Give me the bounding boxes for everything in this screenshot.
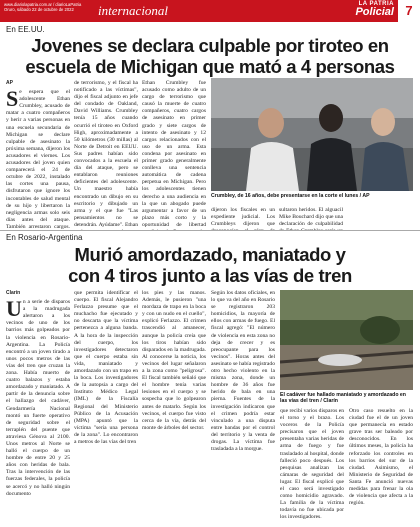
story1-column-5: sultaron heridos. El alguacil Mike Bouchard dijo que una declaración de culpabilidad <box>279 207 343 228</box>
story2-headline <box>0 244 420 286</box>
story2-column-5: que recibí varios disparos en el torso y el brazo. Los voceros de la Policía precisaron que el joven presentaba varias heridas de arma de fuego y fue trasladado al hospital, donde falleció poco después. Los pesquisas analizan las cámaras de seguridad del lugar. El fiscal explicó que el caso será investigado como homicidio agravado. La familia de la víctima todavía no fue ubicada por los investigadores. <box>280 408 344 521</box>
story2-column-4: Según los datos oficiales, en lo que va del año en Rosario se registraron 203 homicidios, la mayoría de ellos con armas de fuego. El fiscal agregó: "El número de violencia en esta zona no deja de crecer y es preocupante para los vecinos". Horas antes del asesinato se había registrado otro hecho violento en la misma zona, donde un hombre de 36 años fue herido de bala en una pierna. Fuentes de la investigación indicaron que el crimen podría estar vinculado a una disputa entre bandas por el control del territorio y la venta de drogas. La víctima fue trasladada a la morgue. <box>211 290 275 453</box>
brand-top: LA PATRIA <box>358 1 394 7</box>
story1-column-3: Ethan Crumbley fue acusado como adulto de un cargo de terrorismo que causó la muerte de cuatro compañeros, cuatro cargos de asesinato en primer grado y siete cargos de intento de asesinato y 12 cargos relacionados con el uso de un arma. Esta condena por asesinato en primer grado generalmente conlleva una sentencia automática de cadena perpetua en Michigan. Pero los adolescentes tienen derecho a una audiencia en la que un abogado puede argumentar a favor de un plazo más corto y la oportunidad de libertad <box>142 80 206 228</box>
page-number: 7 <box>398 0 420 22</box>
story2-photo-image <box>280 290 413 390</box>
header-meta <box>4 2 81 12</box>
story1-kicker: En EE.UU. <box>6 25 45 34</box>
story2-dropcap: U <box>6 296 22 322</box>
story-divider <box>0 230 420 231</box>
story1-column-1 <box>6 80 70 230</box>
story2-column-6: Otro caso resuelto en la ciudad fue el de un joven que permanecía en estado grave tras ser baleado por desconocidos. En los últimos meses, la policía ha reforzado los controles en los barrios del sur de la ciudad. Asimismo, el Ministerio de Seguridad de Santa Fe anunció nuevas medidas para frenar la ola de violencia que afecta a la región. <box>349 408 413 507</box>
story1-headline-line2: escuela de Michigan que mató a 4 personas <box>25 56 395 77</box>
section-title: internacional <box>98 3 169 18</box>
story1-photo-caption: Crumbley, de 16 años, debe presentarse en la corte el lunes / AP <box>211 193 370 199</box>
story1-col1-text: e espera que el adolescente Ethan Crumbley, acusado de matar a cuatro compañeros y herir a varias personas en una escuela secundaria de Michigan se declare culpable de asesinato la próxima semana, dijeron los acusadores el viernes. Los acusadores del joven quien comparecerá el 24 de octubre de 2022, instalado las cortes una pausa, disfrutaron que ignore los incontables de salud mental de su hijo y libertaron la negligencia armas solo seis días antes del ataque. También arrestaron cargos. <box>6 89 70 230</box>
story2-photo <box>280 290 413 390</box>
story2-headline-line2: con 4 tiros junto a las vías de tren <box>68 265 352 286</box>
header-date: Oruro, sábado 22 de octubre de 2022 <box>4 7 74 12</box>
brand-bottom: Policial <box>355 6 394 18</box>
story2-column-2: que permita identificar el cuerpo. El fiscal Alejandro Ferlazzo presume que el muchacho fue ejecutado y no descarta que la víctima pertenezca a alguna banda. A la hora de la inspección del cuerpo, los investigadores detectaron que el cuerpo estaba sin vida, maniatado y amordazado con un trapo en la boca. Los investigadores de la autopsia a cargo del Instituto Médico Legal (IML) de la Fiscalía Regional del Ministerio Público de la Acusación (MPA) apuntó que la víctima "sería una persona de la zona". Lo encontraron a metros de las vías del tren <box>74 290 138 445</box>
story1-headline <box>0 35 420 77</box>
story1-headline-line1: Jovenes se declara culpable por tiroteo en <box>31 35 389 56</box>
story1-photo-image <box>211 78 413 191</box>
story1-dropcap: S <box>6 86 19 112</box>
story1-column-2: de terrorismo, y el fiscal ha notificado a las víctimas", dijo el fiscal adjunto en jefe del condado de Oakland, David Williams. Crumbley tenía 15 años cuando ocurrió el tiroteo en Oxford High, aproximadamente a 50 kilómetros (30 millas) al Norte de Detroit en EEUU. Sus padres habían sido convocados a la escuela el día del ataque, pero se entablaron reuniones deficientes del adolescente. Un maestro había encontrado un dibujo en su escritorio y dibujado un arma y el que fue "Las pensamientos no se detendrán. Ayúdame". Ethan <box>74 80 138 228</box>
story1-byline: AP <box>6 80 13 86</box>
story2-column-3: los pies y las manos. Además, le pusieron "una mordaza de trapo en la boca y con un nudo en el cuello", explicó Ferlazzo. El crimen trascendió al amanecer, aunque la policía creía que los tiros habían sido disparados en la madrugada. Al conocerse la noticia, los vecinos del lugar señalaron a la zona como "peligrosa". El fiscal también señaló que el hombre tenía varias lesiones en el cuerpo y se sospecha que lo golpearon antes de matarlo. Según los vecinos, el cuerpo fue visto cerca de la vía, detrás del monte de árboles del sector. <box>142 290 206 431</box>
story2-column-1 <box>6 290 70 522</box>
header-web: www.diariolapatria.com.ar / diarioLaPatria <box>4 2 82 7</box>
story1-column-4: dijeron los fiscales en un expediente judicial. Los Crumbleys dijeron que <box>211 207 275 228</box>
page-header <box>0 0 420 22</box>
story1-photo <box>211 78 413 191</box>
story2-byline: Clarín <box>6 290 21 296</box>
story2-kicker: En Rosario-Argentina <box>6 233 83 242</box>
story2-col1-text: n a serie de disparos a la madrugada alertaron a los vecinos de uno de los barrios más golpeados por la violencia en Rosario-Argentina. La Policía encontró a un joven tirado a unos pocos metros de las vías del tren que cruzan la zona. Había muerto de cuatro balazos y estaba amordazado y maniatado. A partir de la denuncia sobre el hallazgo del cadáver, Gendarmería Nacional montó un fuerte operativo de seguridad sobre el terraplén del puente que atraviesa Génova al 2100. Unos metros al Norte se halló el cuerpo de un hombre de entre 20 y 25 años con heridas de bala. Tras la intervención de las fuerzas federales, la policía se acercó y no halló ningún documento <box>6 299 70 497</box>
story2-photo-caption: El cadáver fue hallado maniatado y amordazado en las vías del tren / Clarín <box>280 392 406 404</box>
brand-logo <box>355 1 394 18</box>
story2-headline-line1: Murió amordazado, maniatado y <box>74 244 346 265</box>
